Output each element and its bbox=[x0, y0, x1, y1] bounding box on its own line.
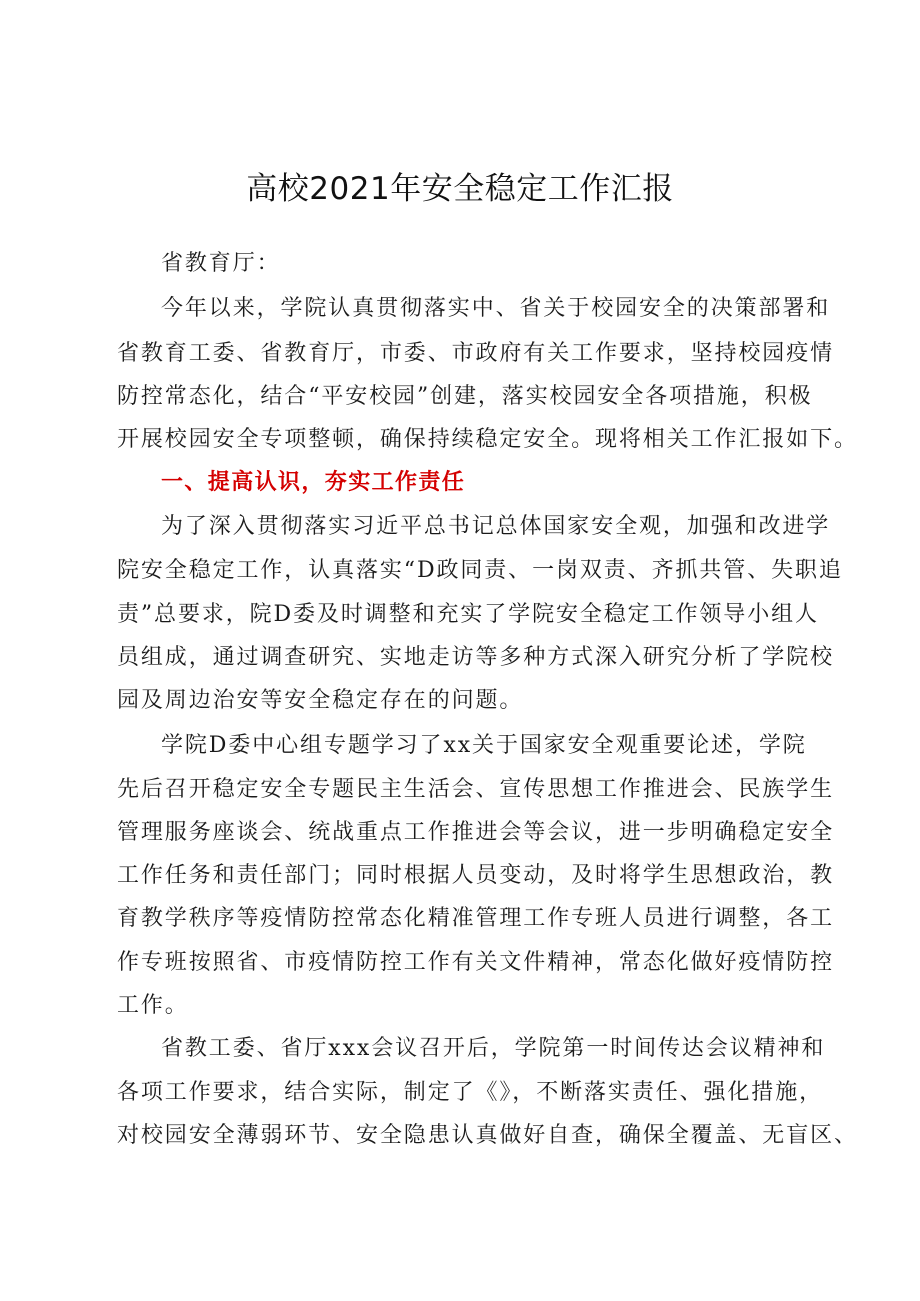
paragraph-line: 为了深入贯彻落实习近平总书记总体国家安全观，加强和改进学 bbox=[161, 514, 831, 539]
section-heading: 一、提高认识，夯实工作责任 bbox=[161, 470, 466, 495]
paragraph-line: 各项工作要求，结合实际，制定了《》，不断落实责任、强化措施， bbox=[117, 1080, 824, 1105]
paragraph-line: 作专班按照省、市疫情防控工作有关文件精神，常态化做好疫情防控 bbox=[117, 950, 835, 975]
document-title: 高校2021年安全稳定工作汇报 bbox=[246, 171, 674, 207]
paragraph-line: 工作任务和责任部门；同时根据人员变动，及时将学生思想政治，教 bbox=[117, 863, 835, 888]
paragraph-line: 今年以来，学院认真贯彻落实中、省关于校园安全的决策部署和 bbox=[161, 296, 831, 321]
paragraph-line: 省教育工委、省教育厅，市委、市政府有关工作要求，坚持校园疫情 bbox=[117, 341, 835, 366]
paragraph-line: 防控常态化，结合“平安校园”创建，落实校园安全各项措施，积极 bbox=[117, 384, 813, 409]
paragraph-line: 对校园安全薄弱环节、安全隐患认真做好自查，确保全覆盖、无盲区、 bbox=[117, 1123, 858, 1148]
paragraph-line: 先后召开稳定安全专题民主生活会、宣传思想工作推进会、民族学生 bbox=[117, 777, 835, 802]
paragraph-line: 学院D委中心组专题学习了xx关于国家安全观重要论述，学院 bbox=[161, 733, 807, 758]
paragraph-line: 工作。 bbox=[117, 993, 189, 1018]
paragraph-line: 园及周边治安等安全稳定存在的问题。 bbox=[117, 688, 524, 713]
paragraph-line: 责”总要求，院D委及时调整和充实了学院安全稳定工作领导小组人 bbox=[117, 602, 819, 627]
paragraph-line: 育教学秩序等疫情防控常态化精准管理工作专班人员进行调整，各工 bbox=[117, 906, 835, 931]
paragraph-line: 管理服务座谈会、统战重点工作推进会等会议，进一步明确稳定安全 bbox=[117, 820, 835, 845]
paragraph-line: 省教工委、省厅xxx会议召开后，学院第一时间传达会议精神和 bbox=[161, 1036, 826, 1061]
paragraph-line: 开展校园安全专项整顿，确保持续稳定安全。现将相关工作汇报如下。 bbox=[117, 427, 858, 452]
salutation: 省教育厅： bbox=[161, 251, 281, 276]
paragraph-line: 院安全稳定工作，认真落实“D政同责、一岗双责、齐抓共管、失职追 bbox=[117, 558, 843, 583]
paragraph-line: 员组成，通过调查研究、实地走访等多种方式深入研究分析了学院校 bbox=[117, 645, 835, 670]
